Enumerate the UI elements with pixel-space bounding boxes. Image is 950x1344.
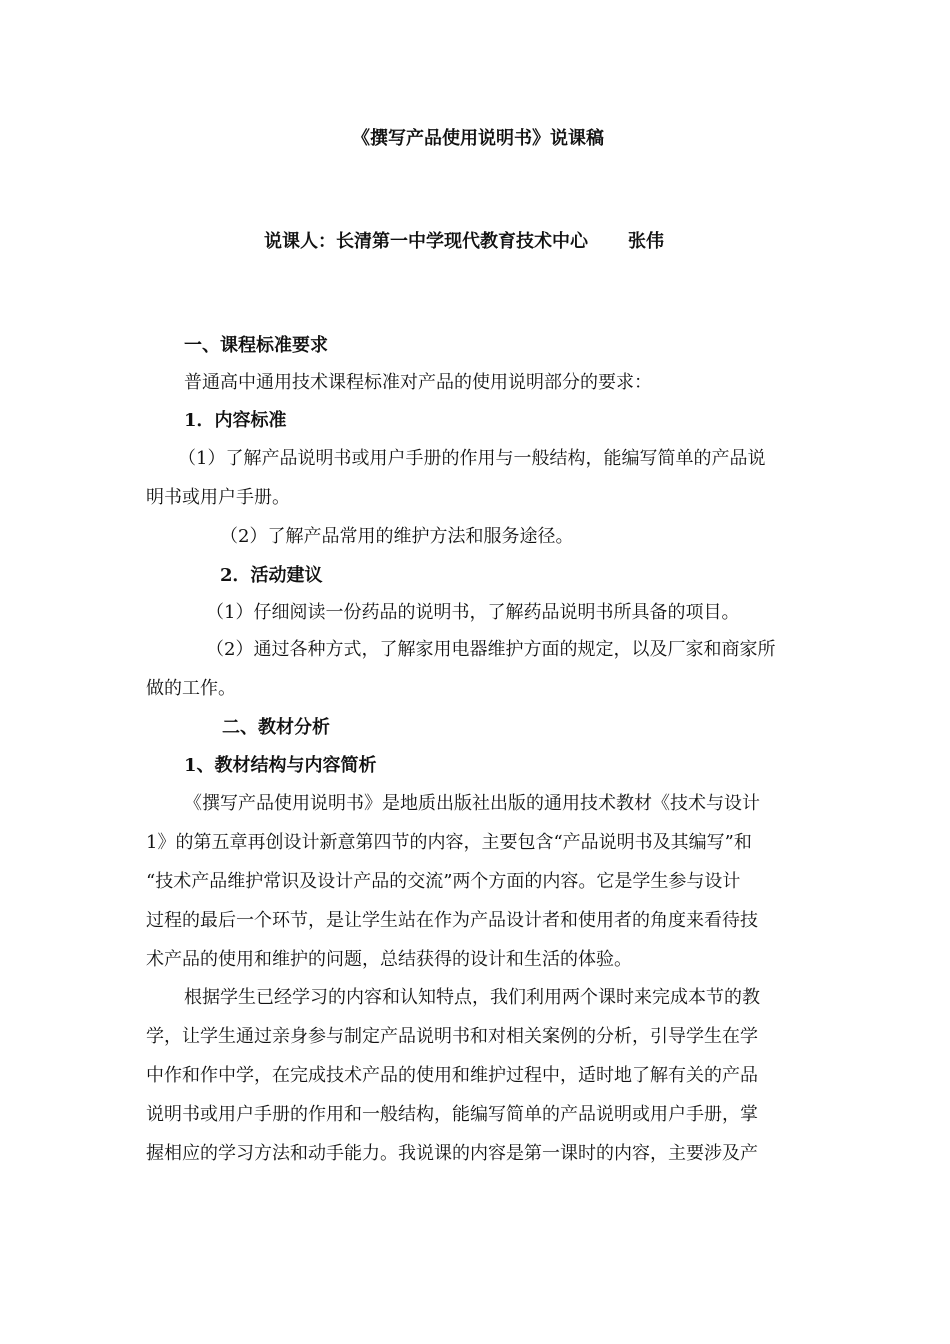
section1-item3: （1）仔细阅读一份药品的说明书，了解药品说明书所具备的项目。	[206, 602, 740, 623]
section1-sub2-heading: 2．活动建议	[220, 565, 323, 586]
speaker-label: 说课人：长清第一中学现代教育技术中心	[264, 231, 588, 252]
para1-line: 1》的第五章再创设计新意第四节的内容，主要包含“产品说明书及其编写”和	[146, 832, 752, 853]
para2-line: 根据学生已经学习的内容和认知特点，我们利用两个课时来完成本节的教	[184, 987, 760, 1008]
section1-sub1-heading: 1．内容标准	[184, 410, 287, 431]
section1-heading: 一、课程标准要求	[184, 335, 328, 356]
para2-line: 说明书或用户手册的作用和一般结构，能编写简单的产品说明或用户手册，掌	[146, 1104, 758, 1125]
speaker-line	[264, 229, 664, 255]
section2-sub1-heading: 1、教材结构与内容简析	[184, 755, 377, 776]
section1-intro: 普通高中通用技术课程标准对产品的使用说明部分的要求：	[184, 372, 652, 393]
para1-line: 过程的最后一个环节，是让学生站在作为产品设计者和使用者的角度来看待技	[146, 910, 758, 931]
section1-item1-line1: （1）了解产品说明书或用户手册的作用与一般结构，能编写简单的产品说	[178, 448, 766, 469]
speaker-name: 张伟	[628, 231, 664, 252]
section1-item1-line2: 明书或用户手册。	[146, 487, 290, 508]
section2-heading: 二、教材分析	[222, 717, 330, 738]
para2-line: 学，让学生通过亲身参与制定产品说明书和对相关案例的分析，引导学生在学	[146, 1026, 758, 1047]
section1-item4-line1: （2）通过各种方式，了解家用电器维护方面的规定，以及厂家和商家所	[206, 639, 776, 660]
para1-line: 术产品的使用和维护的问题，总结获得的设计和生活的体验。	[146, 949, 632, 970]
para1-line: 《撰写产品使用说明书》是地质出版社出版的通用技术教材《技术与设计	[184, 793, 760, 814]
para1-line: “技术产品维护常识及设计产品的交流”两个方面的内容。它是学生参与设计	[146, 871, 741, 892]
para2-line: 中作和作中学，在完成技术产品的使用和维护过程中，适时地了解有关的产品	[146, 1065, 758, 1086]
para2-line: 握相应的学习方法和动手能力。我说课的内容是第一课时的内容，主要涉及产	[146, 1143, 758, 1164]
document-title: 《撰写产品使用说明书》说课稿	[352, 128, 604, 149]
section1-item2: （2）了解产品常用的维护方法和服务途径。	[220, 526, 574, 547]
section1-item4-line2: 做的工作。	[146, 678, 236, 699]
